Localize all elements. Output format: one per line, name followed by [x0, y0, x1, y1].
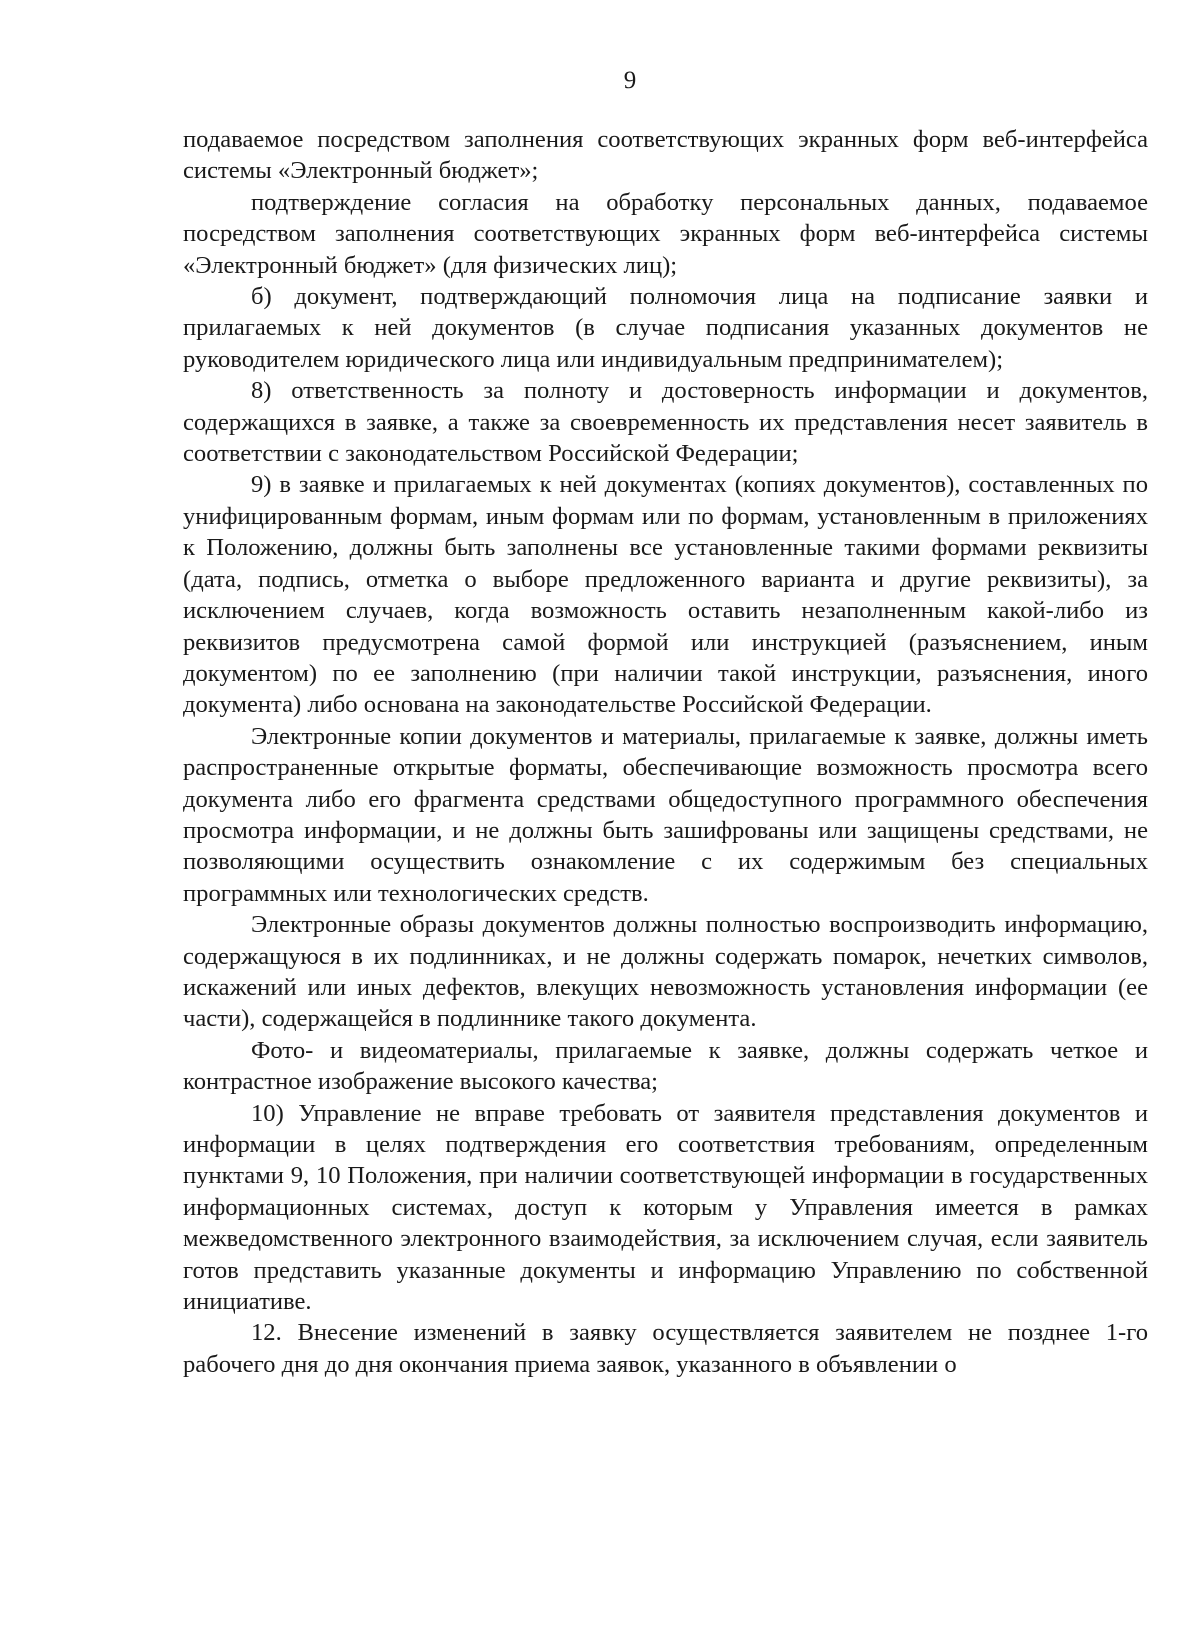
paragraph: подтверждение согласия на обработку персональных данных, подаваемое посредством заполнения соответствующих экранных форм веб-интерфейса системы «Электронный бюджет» (для физических лиц); [183, 188, 1148, 279]
paragraph: б) документ, подтверждающий полномочия лица на подписание заявки и прилагаемых к ней документов (в случае подписания указанных документов не руководителем юридического лица или индивидуальным предпринимателем); [183, 283, 1148, 373]
paragraph: 10) Управление не вправе требовать от заявителя представления документов и информации в целях подтверждения его соответствия требованиям, определенным пунктами 9, 10 Положения, при наличии соответствующей информации в государственных информационных системах, доступ к которым у Управления имеется в рамках межведомственного электронного взаимодействия, за исключением случая, если заявитель готов представить указанные документы и информацию Управлению по собственной инициативе. [183, 1099, 1148, 1316]
paragraph: Фото- и видеоматериалы, прилагаемые к заявке, должны содержать четкое и контрастное изображение высокого качества; [183, 1036, 1148, 1096]
document-body [183, 124, 1148, 1380]
paragraph: 8) ответственность за полноту и достоверность информации и документов, содержащихся в заявке, а также за своевременность их представления несет заявитель в соответствии с законодательством Российской Федерации; [183, 377, 1148, 468]
paragraph: 9) в заявке и прилагаемых к ней документах (копиях документов), составленных по унифицированным формам, иным формам или по формам, установленным в приложениях к Положению, должны быть заполнены все установленные такими формами реквизиты (дата, подпись, отметка о выборе предложенного варианта и другие реквизиты), за исключением случаев, когда возможность оставить незаполненным какой-либо из реквизитов предусмотрена самой формой или инструкцией (разъяснением, иным документом) по ее заполнению (при наличии такой инструкции, разъяснения, иного документа) либо основана на законодательстве Российской Федерации. [183, 471, 1148, 719]
paragraph: Электронные образы документов должны полностью воспроизводить информацию, содержащуюся в их подлинниках, и не должны содержать помарок, нечетких символов, искажений или иных дефектов, влекущих невозможность установления информации (ее части), содержащейся в подлиннике такого документа. [183, 911, 1148, 1033]
paragraph: подаваемое посредством заполнения соответствующих экранных форм веб-интерфейса системы «Электронный бюджет»; [183, 126, 1148, 185]
paragraph: Электронные копии документов и материалы, прилагаемые к заявке, должны иметь распространенные открытые форматы, обеспечивающие возможность просмотра всего документа либо его фрагмента средствами общедоступного программного обеспечения просмотра информации, и не должны быть зашифрованы или защищены средствами, не позволяющими осуществить ознакомление с их содержимым без специальных программных или технологических средств. [183, 722, 1148, 907]
page-number: 9 [623, 67, 637, 94]
paragraph: 12. Внесение изменений в заявку осуществляется заявителем не позднее 1-го рабочего дня до дня окончания приема заявок, указанного в объявлении о [183, 1319, 1148, 1378]
